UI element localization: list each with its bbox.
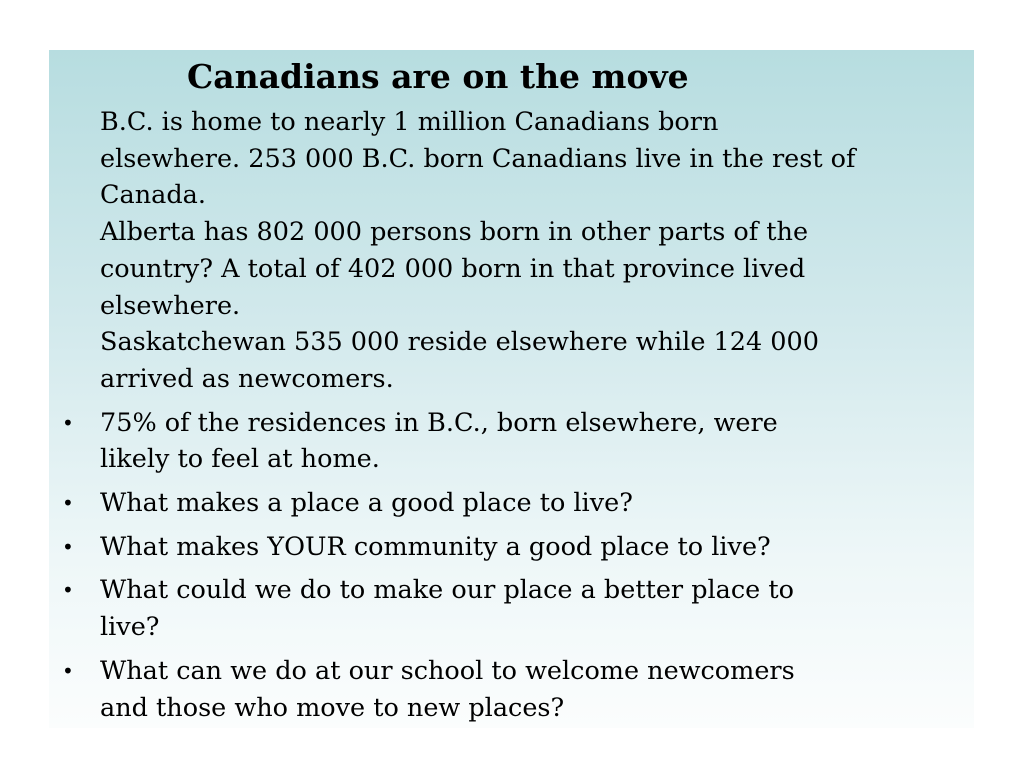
text-line: likely to feel at home. [100,444,380,475]
bullet-item [62,572,970,645]
bullet-icon: • [62,491,74,516]
bullet-item [62,653,970,726]
text-line: elsewhere. [100,290,241,321]
text-line: live? [100,612,160,643]
text-line: and those who move to new places? [100,692,565,723]
paragraph-alberta [100,214,970,324]
bullet-icon: • [62,658,74,683]
slide-body [62,104,970,726]
bullet-item [62,485,970,522]
text-line: What could we do to make our place a better place to [100,575,794,606]
bullet-icon: • [62,534,74,559]
bullet-list [62,405,970,727]
text-line: B.C. is home to nearly 1 million Canadians born [100,107,719,137]
text-line: What makes YOUR community a good place to live? [100,531,771,562]
text-line: arrived as newcomers. [100,363,394,394]
bullet-item [62,405,970,478]
bullet-icon: • [62,410,74,435]
slide-title: Canadians are on the move [187,57,689,96]
paragraph-saskatchewan [100,324,970,397]
text-line: What makes a place a good place to live? [100,488,633,519]
text-line: What can we do at our school to welcome newcomers [100,655,795,686]
paragraph-bc [100,104,970,214]
bullet-item [62,529,970,566]
text-line: 75% of the residences in B.C., born elsewhere, were [100,407,778,438]
text-line: Saskatchewan 535 000 reside elsewhere while 124 000 [100,327,819,358]
bullet-icon: • [62,578,74,603]
text-line: Alberta has 802 000 persons born in other parts of the [100,217,809,248]
text-line: elsewhere. 253 000 B.C. born Canadians live in the rest of [100,143,856,174]
text-line: Canada. [100,180,206,211]
text-line: country? A total of 402 000 born in that province lived [100,253,806,284]
